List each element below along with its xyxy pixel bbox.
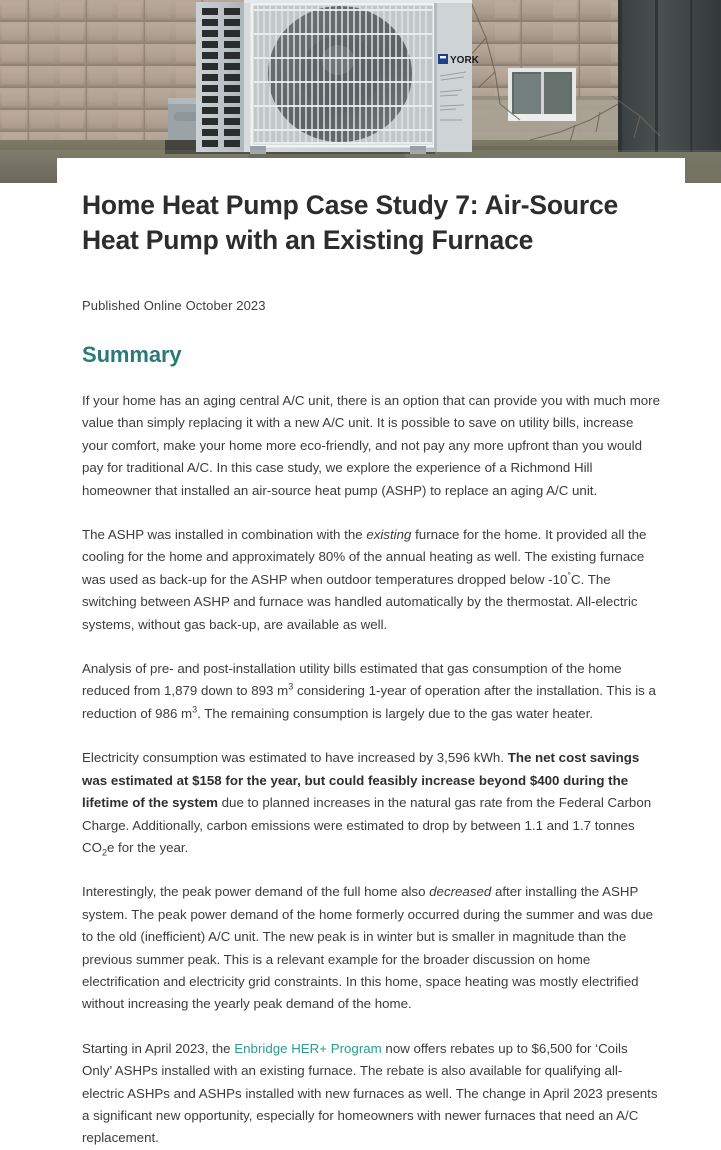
- cubic-meter-superscript-1: 3: [288, 682, 294, 693]
- p4-text-a: Electricity consumption was estimated to have increased by 3,596 kWh.: [82, 750, 508, 766]
- p5-text-b: after installing the ASHP system. The peak power demand of the home formerly occurred during the summer and was due to the old (inefficient) A/C unit. The new peak is in winter but is smaller in magnitude than the previous summer peak. This is a relevant example for the broader discussion on home electrification and electricity grid constraints. In this home, space heating was mostly electrified without increasing the yearly peak demand of the home.: [82, 884, 654, 1012]
- cubic-meter-superscript-2: 3: [192, 704, 198, 715]
- degree-symbol: °: [567, 570, 571, 581]
- p4-text-c: e for the year.: [106, 839, 189, 855]
- p2-text-c: C. The switching between ASHP and furnace was handled automatically by the thermostat. All-electric systems, without gas back-up, are available as well.: [82, 571, 638, 632]
- co2-subscript: 2: [101, 847, 107, 858]
- basement-window: [508, 68, 576, 121]
- unit-control-panel: [434, 0, 472, 152]
- paragraph-6: [82, 1038, 660, 1150]
- p2-text-b: furnace for the home. It provided all the cooling for the home and approximately 80% of the annual heating as well. The existing furnace was used as back-up for the ASHP when outdoor temperatures dropped below -10: [82, 527, 647, 587]
- p5-emphasis-decreased: decreased: [429, 884, 492, 900]
- paragraph-5: [82, 881, 660, 1015]
- p5-text-a: Interestingly, the peak power demand of the full home also: [82, 884, 430, 900]
- page-title: Home Heat Pump Case Study 7: Air-Source Heat Pump with an Existing Furnace: [82, 190, 619, 255]
- paragraph-2: [82, 524, 660, 636]
- paragraph-3: [82, 658, 660, 725]
- heat-pump-unit: [196, 0, 480, 154]
- hero-image: [0, 0, 721, 183]
- section-heading-summary: Summary: [82, 342, 182, 367]
- paragraph-1: If your home has an aging central A/C unit, there is an option that can provide you with much more value than simply replacing it with a new A/C unit. It is possible to save on utility bills, increase your comfort, make your home more eco-friendly, and not pay any more upfront than you would pay for traditional A/C. In this case study, we explore the experience of a Richmond Hill homeowner that installed an air-source heat pump (ASHP) to replace an aging A/C unit.: [82, 393, 660, 498]
- svg-text:YORK: YORK: [450, 55, 479, 66]
- hero-photo-illustration: [0, 0, 721, 183]
- fence-gate: [618, 0, 721, 152]
- p4-text-b: due to planned increases in the natural gas rate from the Federal Carbon Charge. Additionally, carbon emissions were estimated to drop by between 1.1 and 1.7 tonnes CO: [82, 795, 652, 855]
- paragraph-4: [82, 747, 660, 859]
- p3-text-a: Analysis of pre- and post-installation utility bills estimated that gas consumption of the home reduced from 1,879 down to 893 m: [82, 661, 622, 699]
- p3-text-b: considering 1-year of operation after the installation. This is a reduction of 986 m: [82, 683, 656, 721]
- p6-text-b: now offers rebates up to $6,500 for ‘Coils Only’ ASHPs installed with an existing furnace. The rebate is also available for qualifying all-electric ASHPs and ASHPs installed with new furnaces as well. The change in April 2023 presents a significant new opportunity, especially for homeowners with newer furnaces that need an A/C replacement.: [82, 1040, 658, 1146]
- article-card: [57, 158, 685, 1150]
- p2-emphasis-existing: existing: [366, 527, 412, 543]
- p2-text-a: The ASHP was installed in combination with the: [82, 527, 367, 543]
- p3-text-c: . The remaining consumption is largely due to the gas water heater.: [197, 705, 594, 721]
- p6-text-a: Starting in April 2023, the: [82, 1040, 235, 1056]
- p4-bold-net-savings: The net cost savings was estimated at $158 for the year, but could feasibly increase beyond $400 during the lifetime of the system: [82, 750, 640, 811]
- enbridge-her-program-link[interactable]: Enbridge HER+ Program: [234, 1040, 382, 1056]
- publish-date: Published Online October 2023: [82, 298, 266, 313]
